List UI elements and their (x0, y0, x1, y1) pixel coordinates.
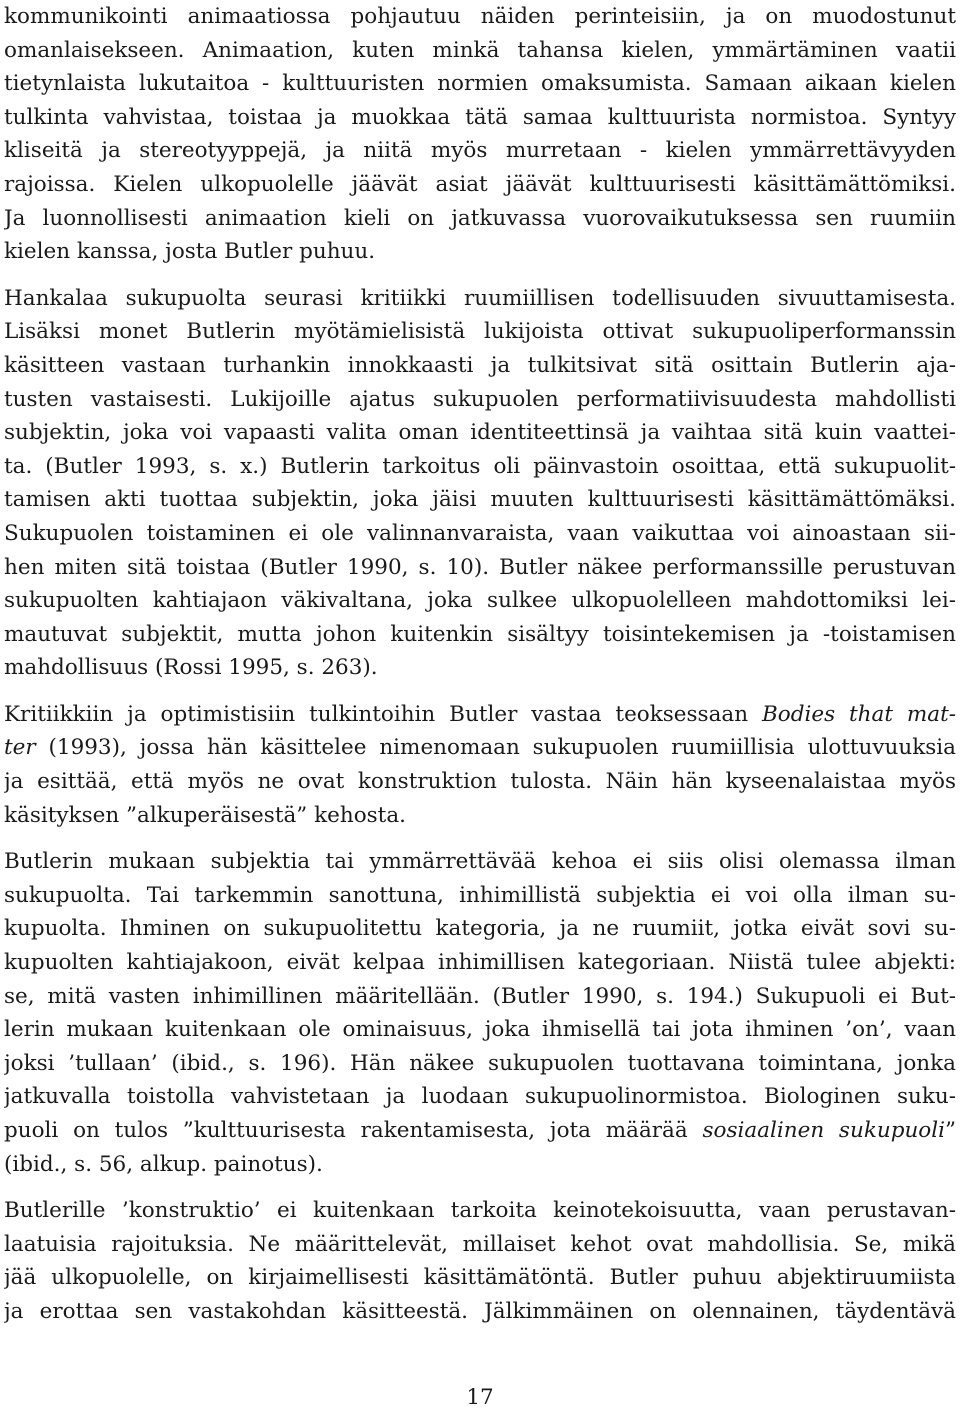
text-line: kommunikointi animaatiossa pohjautuu näiden perinteisiin, ja on muodostunut (4, 4, 956, 29)
text-line: kielen kanssa, josta Butler puhuu. (4, 239, 376, 265)
text-line: ja esittää, että myös ne ovat konstruktion tulosta. Näin hän kyseenalaistaa myös (4, 769, 956, 795)
text-line: ta. (Butler 1993, s. x.) Butlerin tarkoitus oli päinvastoin osoittaa, että sukupuolit- (4, 453, 956, 479)
text-line (4, 698, 956, 732)
book-title: Bodies that mat- (761, 701, 956, 727)
page-number: 17 (466, 1385, 494, 1410)
text-line: tulkinta vahvistaa, toistaa ja muokkaa tätä samaa kulttuurista normistoa. Syntyy (4, 104, 956, 130)
text-line: kliseitä ja stereotyyppejä, ja niitä myös murretaan - kielen ymmärrettävyyden (4, 138, 956, 164)
paragraph (4, 845, 956, 1181)
text-line: hen miten sitä toistaa (Butler 1990, s. 10). Butler näkee performanssille perustuvan (4, 554, 956, 580)
text-line: ja erottaa sen vastakohdan käsitteestä. Jälkimmäinen on olennainen, täydentävä (4, 1298, 956, 1324)
text-line: jää ulkopuolelle, on kirjaimellisesti käsittämätöntä. Butler puhuu abjektiruumiista (4, 1265, 956, 1291)
page-body (4, 0, 956, 1329)
emphasis: sosiaalinen sukupuoli (702, 1118, 945, 1143)
text-line: Ja luonnollisesti animaation kieli on jatkuvassa vuorovaikutuksessa sen ruumiin (4, 205, 956, 231)
text-line: tusten vastaisesti. Lukijoille ajatus sukupuolen performatiivisuudesta mahdollisti (4, 386, 956, 412)
paragraph (4, 0, 956, 269)
text-line: mahdollisuus (Rossi 1995, s. 263). (4, 655, 378, 681)
text-line: mautuvat subjektit, mutta johon kuitenkin sisältyy toisintekemisen ja -toistamisen (4, 621, 956, 647)
text-line: laatuisia rajoituksia. Ne määrittelevät, millaiset kehot ovat mahdollisia. Se, mikä (4, 1231, 956, 1257)
text-line (4, 731, 956, 765)
text-line: (ibid., s. 56, alkup. painotus). (4, 1151, 323, 1177)
text-line: Sukupuolen toistaminen ei ole valinnanvaraista, vaan vaikuttaa voi ainoastaan sii- (4, 520, 956, 546)
paragraph (4, 698, 956, 832)
text-line: Hankalaa sukupuolta seurasi kritiikki ruumiillisen todellisuuden sivuuttamisesta. (4, 285, 956, 311)
text-line: Lisäksi monet Butlerin myötämielisistä lukijoista ottivat sukupuoliperformanssin (4, 319, 956, 345)
text-line: Butlerille ’konstruktio’ ei kuitenkaan tarkoita keinotekoisuutta, vaan perustavan- (4, 1198, 956, 1224)
text-run: (1993), jossa hän käsittelee nimenomaan sukupuolen ruumiillisia ulottuvuuksia (35, 735, 956, 761)
text-line: se, mitä vasten inhimillinen määritellään. (Butler 1990, s. 194.) Sukupuoli ei But- (4, 983, 956, 1009)
text-line: Butlerin mukaan subjektia tai ymmärrettävää kehoa ei siis olisi olemassa ilman (4, 849, 956, 875)
text-line: sukupuolta. Tai tarkemmin sanottuna, inhimillistä subjektia ei voi olla ilman su- (4, 882, 956, 908)
text-line: tietynlaista lukutaitoa - kulttuuristen normien omaksumista. Samaan aikaan kielen (4, 71, 956, 97)
text-line: kupuolten kahtiajakoon, eivät kelpaa inhimillisen kategoriaan. Niistä tulee abjekti: (4, 950, 956, 976)
text-line: subjektin, joka voi vapaasti valita oman identiteettinsä ja vaihtaa sitä kuin vaattei- (4, 420, 956, 446)
text-line: tamisen akti tuottaa subjektin, joka jäisi muuten kulttuurisesti käsittämättömäksi. (4, 487, 956, 513)
paragraph (4, 1194, 956, 1328)
text-line: lerin mukaan kuitenkaan ole ominaisuus, joka ihmisellä tai jota ihminen ’on’, vaan (4, 1017, 956, 1043)
text-run: puoli on tulos ”kulttuurisesta rakentamisesta, jota määrää (4, 1118, 703, 1143)
text-line: joksi ’tullaan’ (ibid., s. 196). Hän näkee sukupuolen tuottavana toimintana, jonka (4, 1050, 956, 1076)
paragraph (4, 282, 956, 685)
text-run: ” (945, 1118, 956, 1143)
text-line (4, 1114, 956, 1148)
text-line: omanlaisekseen. Animaation, kuten minkä tahansa kielen, ymmärtäminen vaatii (4, 37, 956, 63)
text-line: käsityksen ”alkuperäisestä” kehosta. (4, 802, 406, 828)
book-title: ter (4, 735, 36, 761)
text-run: Kritiikkiin ja optimistisiin tulkintoihin Butler vastaa teoksessaan (4, 701, 762, 727)
text-line: kupuolta. Ihminen on sukupuolitettu kategoria, ja ne ruumiit, jotka eivät sovi su- (4, 916, 956, 942)
text-line: käsitteen vastaan turhankin innokkaasti ja tulkitsivat sitä osittain Butlerin aja- (4, 352, 956, 378)
text-line: rajoissa. Kielen ulkopuolelle jäävät asiat jäävät kulttuurisesti käsittämättömiksi. (4, 171, 956, 197)
text-line: sukupuolten kahtiajaon väkivaltana, joka sulkee ulkopuolelleen mahdottomiksi lei- (4, 588, 956, 614)
text-line: jatkuvalla toistolla vahvistetaan ja luodaan sukupuolinormistoa. Biologinen suku- (4, 1084, 956, 1110)
